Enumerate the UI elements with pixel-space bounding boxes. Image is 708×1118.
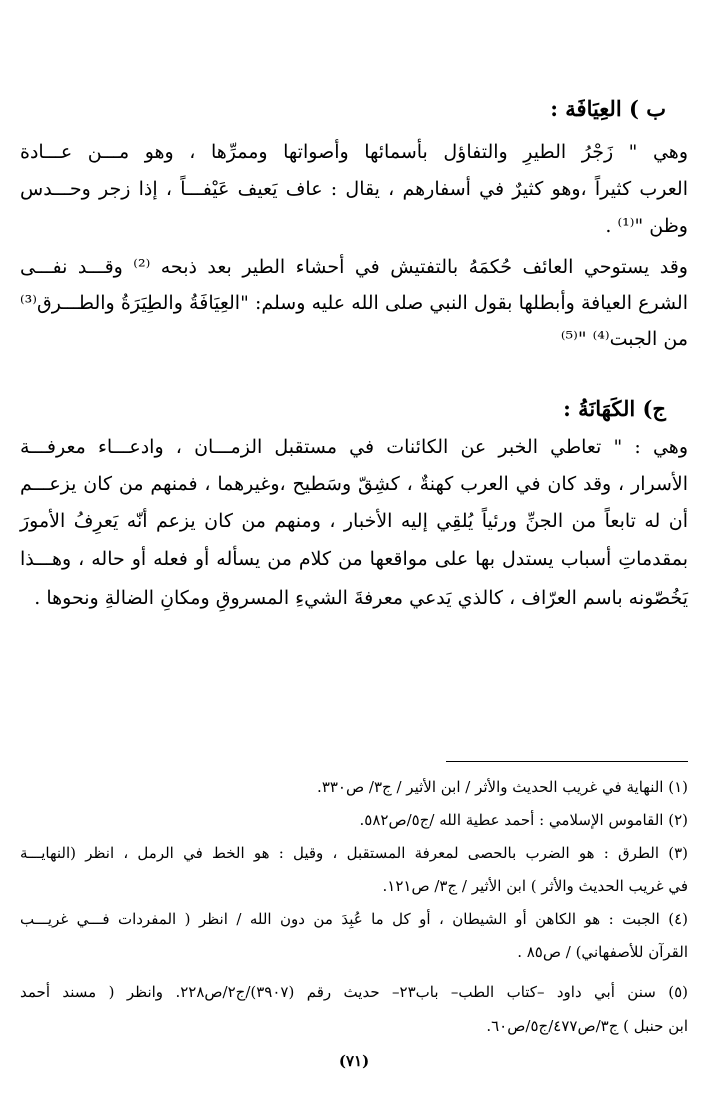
body-line: الشرع العيافة وأبطلها بقول النبي صلى الله عليه وسلم: "العِيَافَةُ والطِيَرَةُ والطـــرق⁽³⁾: [20, 292, 688, 314]
body-line: أن له تابعاً من الجنِّ ورئياً يُلقِي إليه الأخبار ، ومنهم من كان يزعم أنّه يَعرِفُ الأمورَ: [20, 510, 688, 532]
body-line: وهي : " تعاطي الخبر عن الكائنات في مستقبل الزمـــان ، وادعـــاء معرفـــة: [20, 436, 688, 458]
footnote-4-continued: القرآن للأصفهاني) / ص٨٥ .: [517, 943, 688, 961]
body-line: وقد يستوحي العائف حُكمَهُ بالتفتيش في أحشاء الطير بعد ذبحه ⁽²⁾ وقـــد نفـــى: [20, 256, 688, 278]
section-heading-iyafa: ب ) العِيَافَة :: [550, 96, 666, 121]
body-line: بمقدماتِ أسباب يستدل بها على مواقعها من كلام من يسأله أو فعله أو حاله ، وهـــذا: [20, 548, 688, 570]
body-line: من الجبت⁽⁴⁾ "⁽⁵⁾: [560, 328, 688, 350]
footnote-3: (٣) الطرق : هو الضرب بالحصى لمعرفة المستقبل ، وقيل : هو الخط في الرمل ، انظر (النهايـــة: [20, 844, 688, 862]
footnote-3-continued: في غريب الحديث والأثر ) ابن الأثير / ج٣/ ص١٢١.: [382, 877, 688, 895]
body-line: وهي " زَجْرُ الطيرِ والتفاؤل بأسمائها وأصواتها وممرِّها ، وهو مـــن عـــادة: [20, 141, 688, 163]
body-line: وظن "⁽¹⁾ .: [605, 215, 688, 237]
footnote-divider: [446, 761, 688, 762]
page-number: (٧١): [338, 1052, 370, 1070]
footnote-5: (٥) سنن أبي داود –كتاب الطب– باب٢٣– حديث رقم (٣٩٠٧)/ج٢/ص٢٢٨. وانظر ( مسند أحمد: [20, 983, 688, 1001]
section-heading-kahana: ج) الكَهَانَةُ :: [563, 396, 666, 421]
footnote-2: (٢) القاموس الإسلامي : أحمد عطية الله /ج٥/ص٥٨٢.: [359, 811, 688, 829]
body-line: الأسرار ، وقد كان في العرب كهنةٌ ، كشِقّ وسَطيح ،وغيرهما ، فمنهم من كان يزعـــم: [20, 473, 688, 495]
footnote-5-continued: ابن حنبل ) ج٣/ص٤٧٧/ج٥/ص٦٠.: [486, 1017, 688, 1035]
footnote-1: (١) النهاية في غريب الحديث والأثر / ابن الأثير / ج٣/ ص٣٣٠.: [317, 778, 688, 796]
body-line: العرب كثيراً ،وهو كثيرٌ في أسفارهم ، يقال : عاف يَعيف عَيْفـــاً ، إذا زجر وحـــدس: [20, 178, 688, 200]
body-line: يَخُصّونه باسم العرّاف ، كالذي يَدعي معرفةَ الشيءِ المسروقِ ومكانِ الضالةِ ونحوها .: [34, 587, 688, 609]
footnote-4: (٤) الجبت : هو الكاهن أو الشيطان ، أو كل ما عُبِدَ من دون الله / انظر ( المفردات فـــي غريـــب: [20, 910, 688, 928]
